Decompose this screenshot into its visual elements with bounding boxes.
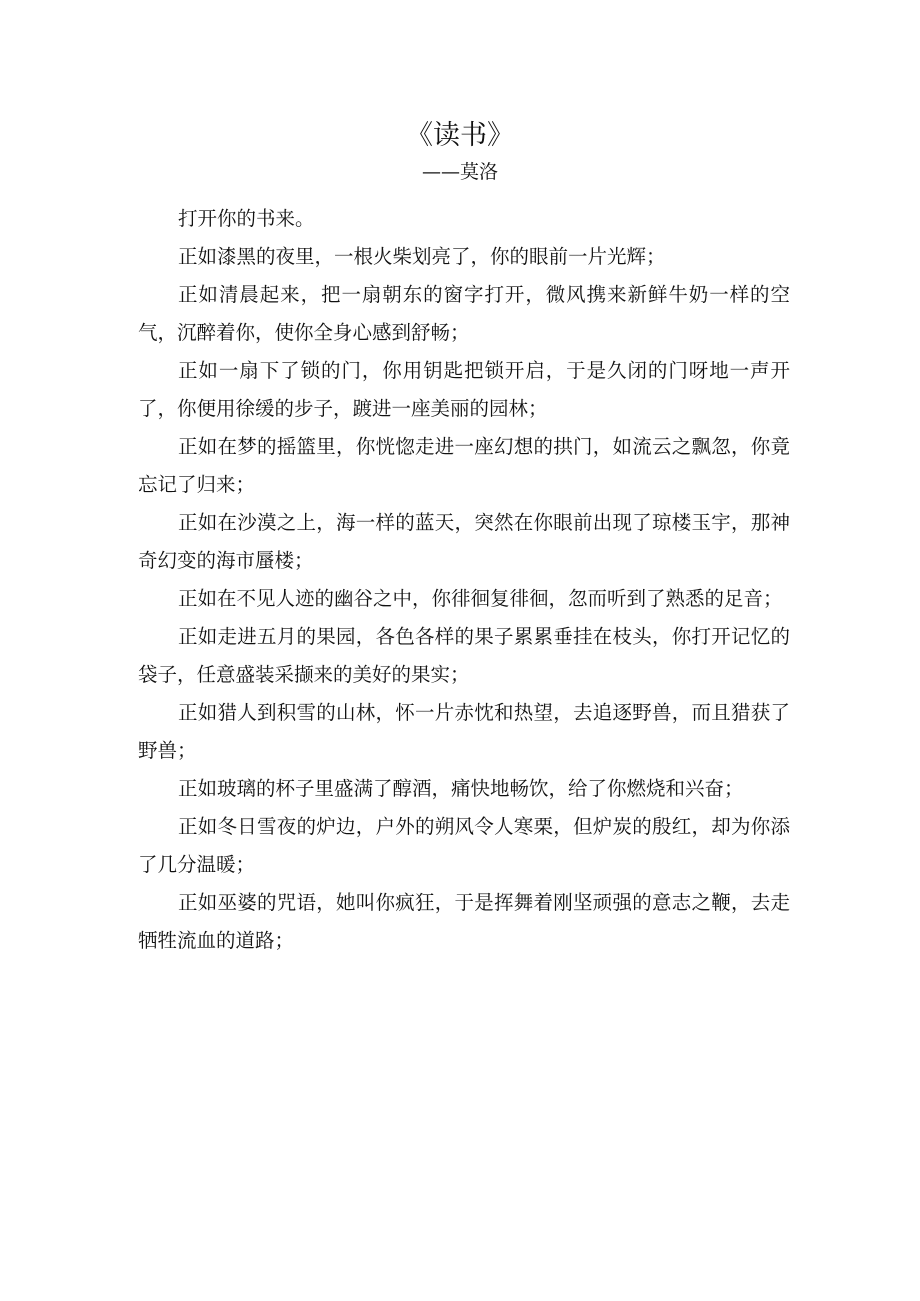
document-title: 《读书》 [406,120,514,151]
paragraph: 正如在不见人迹的幽谷之中，你徘徊复徘徊，忽而听到了熟悉的足音； [178,587,783,610]
paragraph: 打开你的书来。 [178,207,315,230]
paragraph: 正如巫婆的咒语，她叫你疯狂，于是挥舞着刚坚顽强的意志之鞭，去走牺牲流血的道路； [138,891,790,952]
paragraph: 正如走进五月的果园，各色各样的果子累累垂挂在枝头，你打开记忆的袋子，任意盛装采撷来的美好的果实； [138,625,790,686]
paragraph: 正如在梦的摇篮里，你恍惚走进一座幻想的拱门，如流云之飘忽，你竟忘记了归来； [138,435,790,496]
paragraph: 正如玻璃的杯子里盛满了醇酒，痛快地畅饮，给了你燃烧和兴奋； [178,777,744,800]
paragraph: 正如冬日雪夜的炉边，户外的朔风令人寒栗，但炉炭的殷红，却为你添了几分温暖； [138,815,790,876]
document-body [138,200,790,960]
document-author: ——莫洛 [421,161,498,183]
paragraph: 正如清晨起来，把一扇朝东的窗字打开，微风携来新鲜牛奶一样的空气，沉醉着你，使你全身心感到舒畅； [138,283,790,344]
paragraph: 正如一扇下了锁的门，你用钥匙把锁开启，于是久闭的门呀地一声开了，你便用徐缓的步子，踱进一座美丽的园林； [138,359,790,420]
paragraph: 正如猎人到积雪的山林，怀一片赤忱和热望，去追逐野兽，而且猎获了野兽； [138,701,790,762]
paragraph: 正如漆黑的夜里，一根火柴划亮了，你的眼前一片光辉； [178,245,666,268]
paragraph: 正如在沙漠之上，海一样的蓝天，突然在你眼前出现了琼楼玉宇，那神奇幻变的海市蜃楼； [138,511,790,572]
